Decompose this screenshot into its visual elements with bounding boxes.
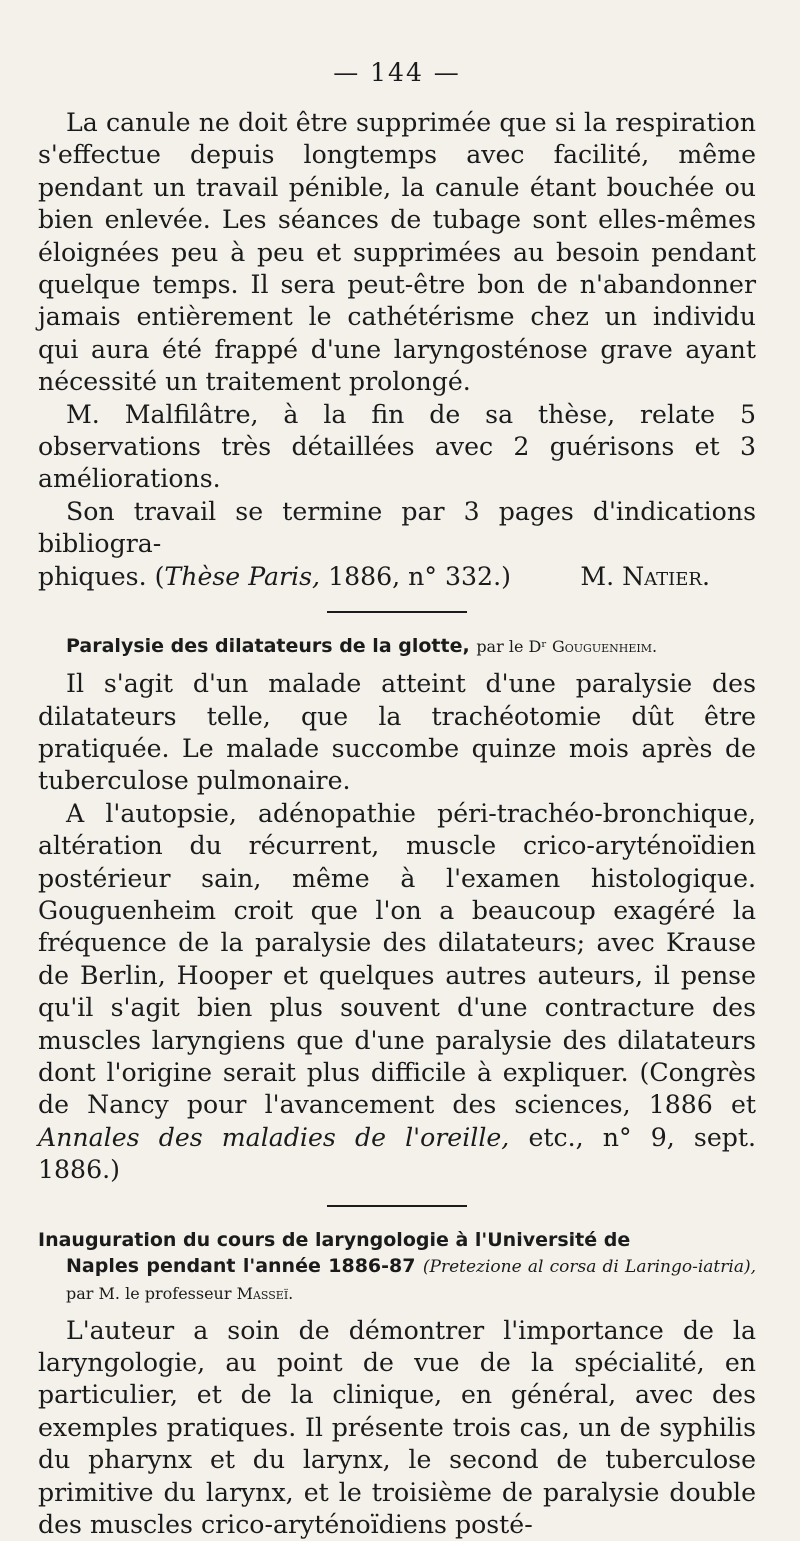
article3-title-line-2	[38, 1253, 756, 1307]
signature-prefix: M.	[580, 561, 623, 591]
article2-byline	[476, 637, 657, 656]
paragraph-text: A l'autopsie, adénopathie péri-trachéo-bronchique, altération du récurrent, muscle crico-aryténoïdien postérieur sain, même à l'examen histologique. Gouguenheim croit que l'on a beaucoup exagéré la fréquence de la paralysie des dilatateurs; avec Krause de Berlin, Hooper et quelques autres auteurs, il pense qu'il s'agit bien plus souvent d'une contracture des muscles laryngiens que d'une paralysie des dilatateurs dont l'origine serait plus difficile à expliquer. (Congrès de Nancy pour l'avancement des sciences, 1886 et	[38, 798, 756, 1120]
article1-reference	[38, 561, 511, 593]
reference-text: phiques. (	[38, 561, 165, 591]
section-divider	[327, 611, 467, 613]
title-italic: (Pretezione al corsa di Laringo-iatria),	[422, 1256, 756, 1277]
signature-name: Natier.	[622, 561, 710, 591]
page-number: — 144 —	[333, 58, 461, 87]
article3-paragraph-1: L'auteur a soin de démontrer l'importance de la laryngologie, au point de vue de la spécialité, en particulier, et de la clinique, en général, avec des exemples pratiques. Il présente trois cas, un de syphilis du pharynx et du larynx, le second de tuberculose primitive du larynx, et le troisième de paralysie double des muscles crico-aryténoïdiens posté-	[38, 1315, 756, 1540]
article2-paragraph-2	[38, 798, 756, 1187]
article1-paragraph-3	[38, 496, 756, 561]
byline-prefix: par le Dʳ	[476, 637, 552, 657]
article1-paragraph-2: M. Malfilâtre, à la fin de sa thèse, relate 5 observations très détaillées avec 2 guérisons et 3 améliorations.	[38, 399, 756, 494]
article3-heading	[38, 1227, 756, 1307]
reference-number: 1886, n° 332.)	[320, 561, 511, 591]
title-text: Naples pendant l'année 1886-87	[66, 1254, 416, 1277]
byline-prefix: par M. le professeur	[66, 1283, 237, 1303]
article2-paragraph-1: Il s'agit d'un malade atteint d'une paralysie des dilatateurs telle, que la trachéotomie dût être pratiquée. Le malade succombe quinze mois après de tuberculose pulmonaire.	[38, 669, 756, 796]
section-divider	[327, 1205, 467, 1207]
byline-name: Gouguenheim.	[551, 637, 658, 657]
article1-paragraph-1: La canule ne doit être supprimée que si la respiration s'effectue depuis longtemps avec facilité, même pendant un travail pénible, la canule étant bouchée ou bien enlevée. Les séances de tubage sont elles-mêmes éloignées peu à peu et supprimées au besoin pendant quelque temps. Il sera peut-être bon de n'abandonner jamais entièrement le cathétérisme chez un individu qui aura été frappé d'une laryngosténose grave ayant nécessité un traitement prolongé.	[38, 108, 756, 397]
article3-title-line-1: Inauguration du cours de laryngologie à l'Université de	[38, 1228, 631, 1251]
article1-signature-line	[38, 561, 756, 593]
reference-italic: Thèse Paris,	[164, 561, 321, 591]
paragraph-citation: etc., n° 9, sept. 1886.)	[38, 1122, 756, 1185]
byline-name: Masseï.	[236, 1283, 294, 1303]
article2-title: Paralysie des dilatateurs de la glotte,	[66, 635, 470, 658]
article1-paragraph-3-start: Son travail se termine par 3 pages d'indications bibliogra-	[38, 496, 756, 559]
journal-title: Annales des maladies de l'oreille,	[38, 1122, 510, 1152]
article2-heading	[38, 633, 756, 660]
article1-signature	[580, 561, 710, 593]
